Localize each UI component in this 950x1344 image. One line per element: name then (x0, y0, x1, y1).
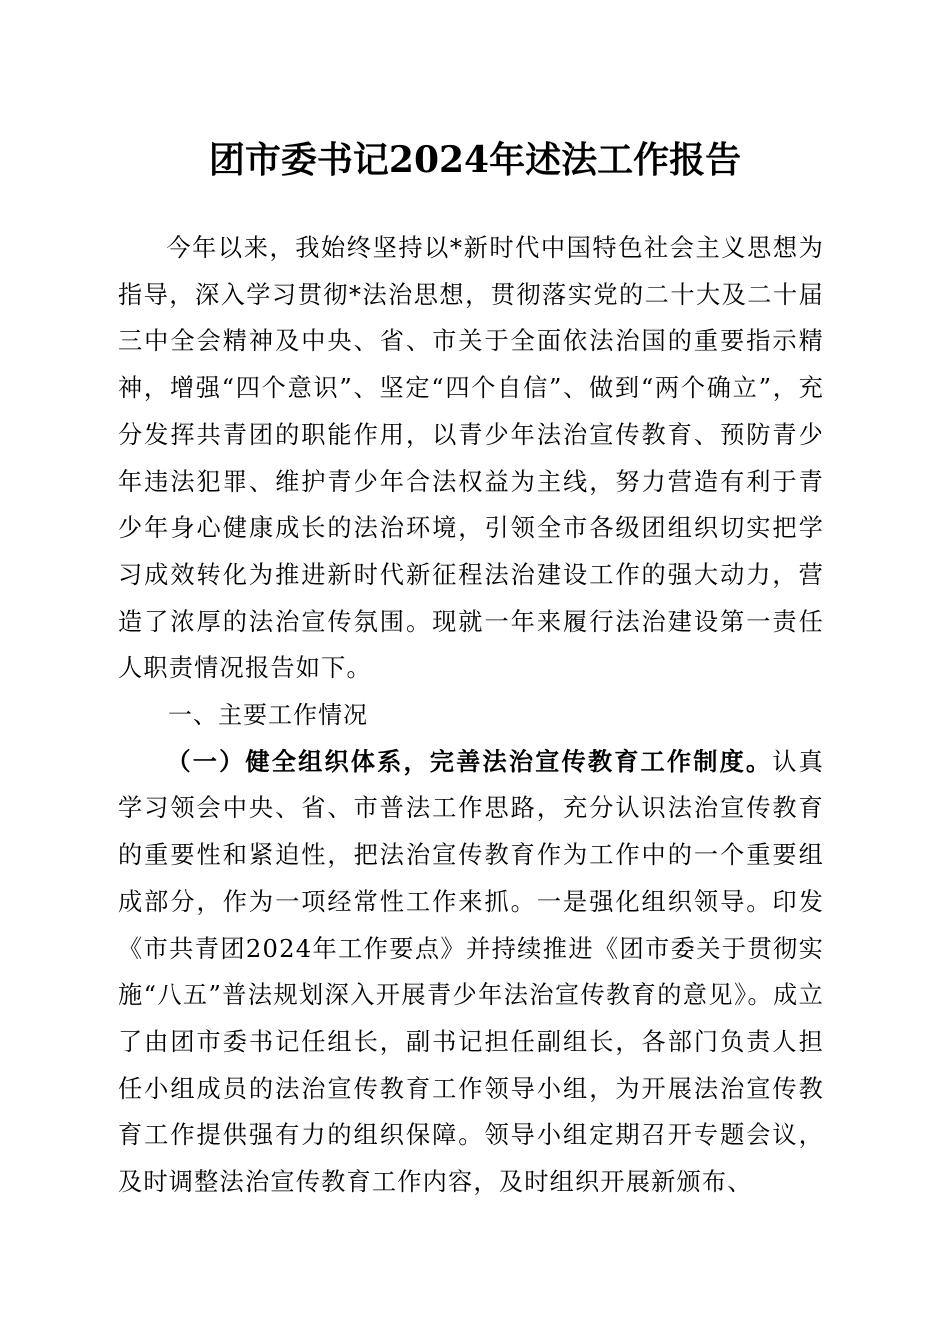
document-body (118, 225, 824, 1206)
section-heading-main-work: 一、主要工作情况 (168, 701, 368, 730)
subsection-paragraph-1 (118, 739, 824, 1206)
subsection-lead: （一）健全组织体系，完善法治宣传教育工作制度。 (166, 747, 773, 776)
intro-paragraph: 今年以来，我始终坚持以*新时代中国特色社会主义思想为指导，深入学习贯彻*法治思想，贯彻落实党的二十大及二十届三中全会精神及中央、省、市关于全面依法治国的重要指示精神，增强“四个意识”、坚定“四个自信”、做到“两个确立”，充分发挥共青团的职能作用，以青少年法治宣传教育、预防青少年违法犯罪、维护青少年合法权益为主线，努力营造有利于青少年身心健康成长的法治环境，引领全市各级团组织切实把学习成效转化为推进新时代新征程法治建设工作的强大动力，营造了浓厚的法治宣传氛围。现就一年来履行法治建设第一责任人职责情况报告如下。 (118, 234, 824, 683)
document-title: 团市委书记2024年述法工作报告 (208, 139, 742, 181)
subsection-body: 认真学习领会中央、省、市普法工作思路，充分认识法治宣传教育的重要性和紧迫性，把法治宣传教育作为工作中的一个重要组成部分，作为一项经常性工作来抓。一是强化组织领导。印发《市共青团2024年工作要点》并持续推进《团市委关于贯彻实施“八五”普法规划深入开展青少年法治宣传教育的意见》。成立了由团市委书记任组长，副书记担任副组长，各部门负责人担任小组成员的法治宣传教育工作领导小组，为开展法治宣传教育工作提供强有力的组织保障。领导小组定期召开专题会议，及时调整法治宣传教育工作内容，及时组织开展新颁布、 (118, 747, 824, 1197)
